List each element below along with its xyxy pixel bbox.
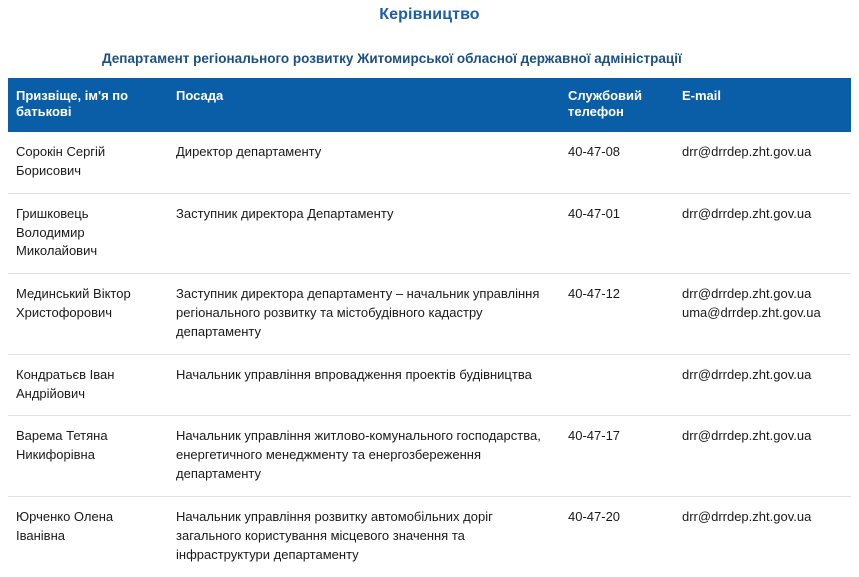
cell-phone: 40-47-01 bbox=[560, 193, 674, 274]
cell-email bbox=[674, 497, 851, 577]
cell-phone: 40-47-17 bbox=[560, 416, 674, 497]
table-row bbox=[8, 416, 851, 497]
email-link[interactable]: drr@drrdep.zht.gov.ua bbox=[682, 509, 812, 525]
cell-email bbox=[674, 354, 851, 416]
cell-position: Начальник управління розвитку автомобільних доріг загального користування місцевого значення та інфраструктури департаменту bbox=[168, 497, 560, 577]
column-header-name: Призвіще, ім'я по батькові bbox=[8, 78, 168, 133]
column-header-phone: Службовий телефон bbox=[560, 78, 674, 133]
cell-email bbox=[674, 274, 851, 355]
cell-phone: 40-47-08 bbox=[560, 132, 674, 193]
cell-position: Заступник директора департаменту – начальник управління регіонального розвитку та містобудівного кадастру департаменту bbox=[168, 274, 560, 355]
staff-table bbox=[8, 78, 851, 577]
cell-position: Заступник директора Департаменту bbox=[168, 193, 560, 274]
cell-phone: 40-47-12 bbox=[560, 274, 674, 355]
page-title: Керівництво bbox=[379, 6, 480, 23]
cell-position: Начальник управління впровадження проектів будівництва bbox=[168, 354, 560, 416]
section-title: Департамент регіонального розвитку Житомирської обласної державної адміністрації bbox=[102, 51, 682, 66]
cell-email bbox=[674, 416, 851, 497]
cell-email bbox=[674, 193, 851, 274]
email-link[interactable]: drr@drrdep.zht.gov.ua bbox=[682, 144, 812, 160]
email-link-secondary[interactable]: uma@drrdep.zht.gov.ua bbox=[682, 305, 821, 321]
table-header bbox=[8, 78, 851, 133]
table-row bbox=[8, 132, 851, 193]
table-row bbox=[8, 193, 851, 274]
cell-position: Директор департаменту bbox=[168, 132, 560, 193]
email-link[interactable]: drr@drrdep.zht.gov.ua bbox=[682, 428, 812, 444]
column-header-position: Посада bbox=[168, 78, 560, 133]
cell-name: Мединський Віктор Христофорович bbox=[8, 274, 168, 355]
table-row bbox=[8, 274, 851, 355]
cell-name: Сорокін Сергій Борисович bbox=[8, 132, 168, 193]
email-link[interactable]: drr@drrdep.zht.gov.ua bbox=[682, 205, 812, 221]
cell-name: Юрченко Олена Іванівна bbox=[8, 497, 168, 577]
cell-name: Кондратьєв Іван Андрійович bbox=[8, 354, 168, 416]
table-body bbox=[8, 132, 851, 577]
table-header-row bbox=[8, 78, 851, 133]
cell-phone bbox=[560, 354, 674, 416]
email-link[interactable]: drr@drrdep.zht.gov.ua bbox=[682, 286, 812, 302]
cell-name: Гришковець Володимир Миколайович bbox=[8, 193, 168, 274]
cell-phone: 40-47-20 bbox=[560, 497, 674, 577]
email-link[interactable]: drr@drrdep.zht.gov.ua bbox=[682, 366, 812, 382]
cell-position: Начальник управління житлово-комунального господарства, енергетичного менеджменту та енергозбереження департаменту bbox=[168, 416, 560, 497]
cell-name: Варема Тетяна Никифорівна bbox=[8, 416, 168, 497]
table-row bbox=[8, 354, 851, 416]
table-row bbox=[8, 497, 851, 577]
cell-email bbox=[674, 132, 851, 193]
column-header-email: E-mail bbox=[674, 78, 851, 133]
